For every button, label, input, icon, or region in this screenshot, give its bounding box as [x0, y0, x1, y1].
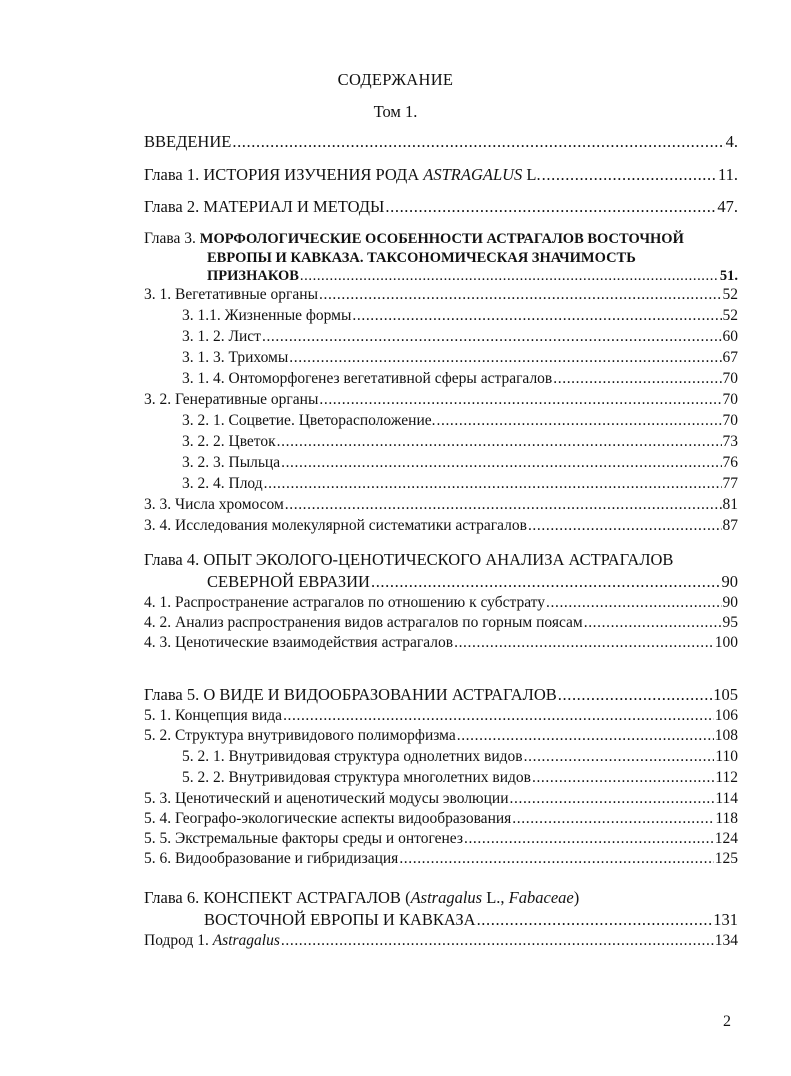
toc-entry-chapter-2[interactable]: Глава 2. МАТЕРИАЛ И МЕТОДЫ ..... 47.: [144, 198, 738, 216]
leader-dots: [553, 370, 721, 388]
leader-dots: [546, 594, 721, 612]
leader-dots: [512, 810, 714, 828]
toc-entry-5-6[interactable]: 5. 6. Видообразование и гибридизация ..... 125: [144, 850, 738, 868]
toc-entry-chapter-3-line-3[interactable]: ПРИЗНАКОВ ..... 51.: [207, 267, 738, 285]
toc-entry-4-3[interactable]: 4. 3. Ценотические взаимодействия астрагалов ..... 100: [144, 634, 738, 652]
toc-entry-3-1-3[interactable]: 3. 1. 3. Трихомы ..... 67: [182, 349, 738, 367]
leader-dots: [319, 391, 721, 409]
toc-entry-chapter-6-line-2[interactable]: ВОСТОЧНОЙ ЕВРОПЫ И КАВКАЗА ..... 131: [204, 911, 738, 929]
leader-dots: [283, 707, 714, 725]
toc-entry-chapter-4-line-2[interactable]: СЕВЕРНОЙ ЕВРАЗИИ ..... 90: [207, 573, 738, 591]
leader-dots: [232, 133, 724, 151]
toc-entry-chapter-4-line-1[interactable]: Глава 4. ОПЫТ ЭКОЛОГО-ЦЕНОТИЧЕСКОГО АНАЛИЗА АСТРАГАЛОВ: [144, 550, 674, 569]
leader-dots: [264, 475, 722, 493]
toc-entry-chapter-6-line-1[interactable]: Глава 6. КОНСПЕКТ АСТРАГАЛОВ (Astragalus L., Fabaceae): [144, 888, 580, 907]
leader-dots: [281, 932, 714, 950]
leader-dots: [300, 267, 719, 285]
leader-dots: [352, 307, 721, 325]
leader-dots: [289, 349, 721, 367]
toc-entry-3-1-1[interactable]: 3. 1.1. Жизненные формы ..... 52: [182, 307, 738, 325]
toc-entry-chapter-3-line-1[interactable]: Глава 3. МОРФОЛОГИЧЕСКИЕ ОСОБЕННОСТИ АСТРАГАЛОВ ВОСТОЧНОЙ: [144, 230, 684, 247]
page-title: СОДЕРЖАНИЕ: [337, 70, 454, 89]
toc-entry-3-3[interactable]: 3. 3. Числа хромосом ..... 81: [144, 496, 738, 514]
leader-dots: [542, 166, 717, 184]
leader-dots: [281, 454, 721, 472]
leader-dots: [285, 496, 722, 514]
page-number: 2: [723, 1013, 731, 1030]
toc-entry-5-3[interactable]: 5. 3. Ценотический и аценотический модусы эволюции ..... 114: [144, 790, 738, 808]
toc-entry-3-2-4[interactable]: 3. 2. 4. Плод ..... 77: [182, 475, 738, 493]
toc-entry-chapter-1[interactable]: Глава 1. ИСТОРИЯ ИЗУЧЕНИЯ РОДА ASTRAGALUS L. ..... 11.: [144, 166, 738, 184]
toc-entry-introduction[interactable]: ВВЕДЕНИЕ ..... 4.: [144, 133, 738, 151]
toc-entry-5-2[interactable]: 5. 2. Структура внутривидового полиморфизма ..... 108: [144, 727, 738, 745]
toc-entry-5-2-1[interactable]: 5. 2. 1. Внутривидовая структура однолетних видов ..... 110: [182, 748, 738, 766]
leader-dots: [385, 198, 716, 216]
leader-dots: [399, 850, 713, 868]
toc-entry-3-2-3[interactable]: 3. 2. 3. Пыльца ..... 76: [182, 454, 738, 472]
toc-entry-3-1[interactable]: 3. 1. Вегетативные органы ..... 52: [144, 286, 738, 304]
toc-entry-3-4[interactable]: 3. 4. Исследования молекулярной систематики астрагалов ..... 87: [144, 517, 738, 535]
leader-dots: [454, 634, 714, 652]
toc-entry-chapter-3-line-2: ЕВРОПЫ И КАВКАЗА. ТАКСОНОМИЧЕСКАЯ ЗНАЧИМОСТЬ: [207, 250, 636, 266]
toc-entry-5-1[interactable]: 5. 1. Концепция вида ..... 106: [144, 707, 738, 725]
toc-entry-subgenus-1[interactable]: Подрод 1. Astragalus ..... 134: [144, 932, 738, 950]
leader-dots: [277, 433, 722, 451]
leader-dots: [437, 412, 722, 430]
volume-label: Том 1.: [373, 102, 418, 121]
toc-entry-4-1[interactable]: 4. 1. Распространение астрагалов по отношению к субстрату ..... 90: [144, 594, 738, 612]
leader-dots: [528, 517, 722, 535]
toc-entry-3-2-1[interactable]: 3. 2. 1. Соцветие. Цветорасположение. ..... 70: [182, 412, 738, 430]
leader-dots: [558, 686, 712, 704]
toc-entry-4-2[interactable]: 4. 2. Анализ распространения видов астрагалов по горным поясам ..... 95: [144, 614, 738, 632]
toc-entry-3-1-4[interactable]: 3. 1. 4. Онтоморфогенез вегетативной сферы астрагалов ..... 70: [182, 370, 738, 388]
toc-entry-3-1-2[interactable]: 3. 1. 2. Лист ..... 60: [182, 328, 738, 346]
leader-dots: [532, 769, 714, 787]
toc-entry-5-4[interactable]: 5. 4. Географо-экологические аспекты видообразования ..... 118: [144, 810, 738, 828]
leader-dots: [371, 573, 721, 591]
leader-dots: [464, 830, 714, 848]
leader-dots: [510, 790, 715, 808]
toc-entry-chapter-5[interactable]: Глава 5. О ВИДЕ И ВИДООБРАЗОВАНИИ АСТРАГАЛОВ ..... 105: [144, 686, 738, 704]
toc-entry-3-2-2[interactable]: 3. 2. 2. Цветок ..... 73: [182, 433, 738, 451]
leader-dots: [584, 614, 722, 632]
leader-dots: [477, 911, 713, 929]
leader-dots: [524, 748, 715, 766]
toc-entry-5-5[interactable]: 5. 5. Экстремальные факторы среды и онтогенез ..... 124: [144, 830, 738, 848]
leader-dots: [457, 727, 714, 745]
leader-dots: [262, 328, 722, 346]
leader-dots: [319, 286, 722, 304]
toc-entry-3-2[interactable]: 3. 2. Генеративные органы ..... 70: [144, 391, 738, 409]
toc-entry-5-2-2[interactable]: 5. 2. 2. Внутривидовая структура многолетних видов ..... 112: [182, 769, 738, 787]
